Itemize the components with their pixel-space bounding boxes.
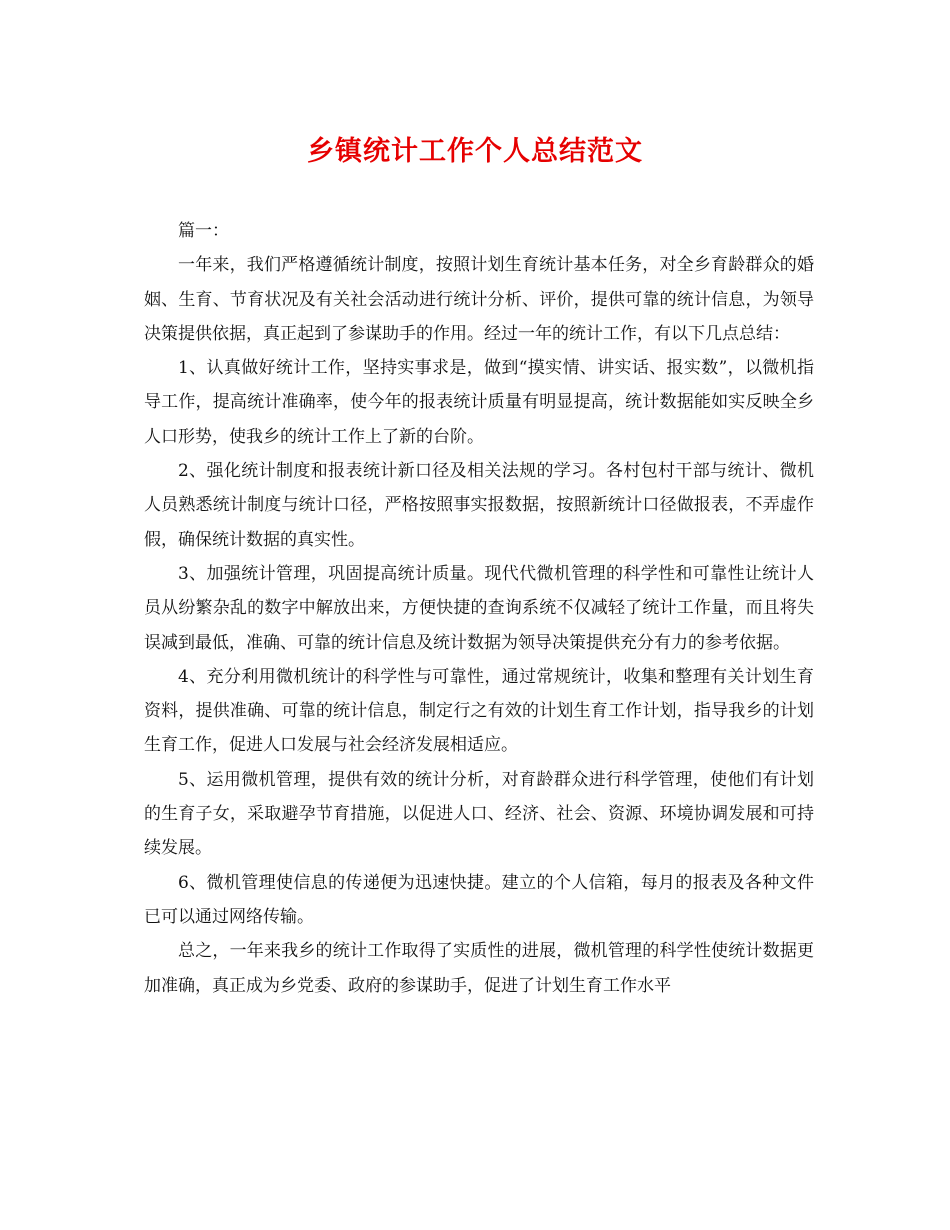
document-title: 乡镇统计工作个人总结范文	[307, 136, 643, 167]
paragraph-point-1: 1、认真做好统计工作，坚持实事求是，做到“摸实情、讲实话、报实数”，以微机指导工作，提高统计准确率，使今年的报表统计质量有明显提高，统计数据能如实反映全乡人口形势，使我乡的统计工作上了新的台阶。	[144, 358, 814, 447]
paragraph-section-label: 篇一：	[178, 221, 229, 241]
paragraph-conclusion: 总之，一年来我乡的统计工作取得了实质性的进展，微机管理的科学性使统计数据更加准确，真正成为乡党委、政府的参谋助手，促进了计划生育工作水平	[144, 941, 814, 996]
document-body	[144, 214, 814, 1003]
paragraph-point-6: 6、微机管理使信息的传递便为迅速快捷。建立的个人信箱，每月的报表及各种文件已可以通过网络传输。	[144, 872, 814, 927]
paragraph-intro: 一年来，我们严格遵循统计制度，按照计划生育统计基本任务，对全乡育龄群众的婚姻、生育、节育状况及有关社会活动进行统计分析、评价，提供可靠的统计信息，为领导决策提供依据，真正起到了参谋助手的作用。经过一年的统计工作，有以下几点总结：	[144, 255, 814, 344]
paragraph-point-4: 4、充分利用微机统计的科学性与可靠性，通过常规统计，收集和整理有关计划生育资料，提供准确、可靠的统计信息，制定行之有效的计划生育工作计划，指导我乡的计划生育工作，促进人口发展与社会经济发展相适应。	[144, 666, 814, 756]
paragraph-point-3: 3、加强统计管理，巩固提高统计质量。现代代微机管理的科学性和可靠性让统计人员从纷繁杂乱的数字中解放出来，方便快捷的查询系统不仅减轻了统计工作量，而且将失误减到最低，准确、可靠的统计信息及统计数据为领导决策提供充分有力的参考依据。	[144, 563, 814, 653]
paragraph-point-2: 2、强化统计制度和报表统计新口径及相关法规的学习。各村包村干部与统计、微机人员熟悉统计制度与统计口径，严格按照事实报数据，按照新统计口径做报表，不弄虚作假，确保统计数据的真实性。	[144, 461, 814, 550]
paragraph-point-5: 5、运用微机管理，提供有效的统计分析，对育龄群众进行科学管理，使他们有计划的生育子女，采取避孕节育措施，以促进人口、经济、社会、资源、环境协调发展和可持续发展。	[144, 769, 814, 859]
